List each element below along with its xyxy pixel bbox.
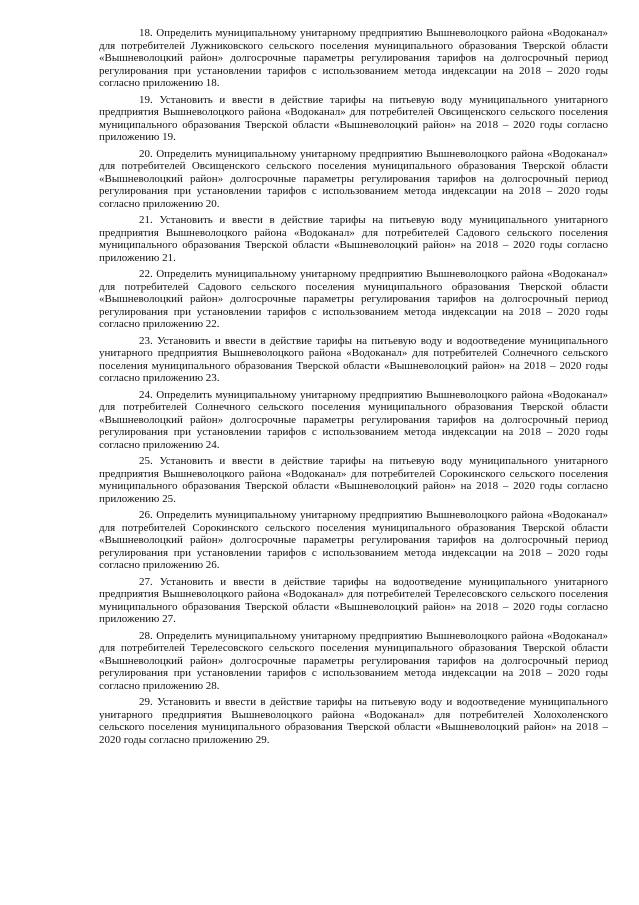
paragraph-24: 24. Определить муниципальному унитарному предприятию Вышневолоцкого района «Водоканал» для потребителей Солнечного сельского поселения муниципального образования Тверской области «Вышневолоцкий район» долгосрочные параметры регулирования тарифов на долгосрочный период регулирования при установлении тарифов с использованием метода индексации на 2018 – 2020 годы согласно приложению 24. [99, 388, 608, 451]
paragraph-21: 21. Установить и ввести в действие тарифы на питьевую воду муниципального унитарного предприятия Вышневолоцкого района «Водоканал» для потребителей Садового сельского поселения муниципального образования Тверской области «Вышневолоцкий район» на 2018 – 2020 годы согласно приложению 21. [99, 214, 608, 264]
paragraph-26: 26. Определить муниципальному унитарному предприятию Вышневолоцкого района «Водоканал» для потребителей Сорокинского сельского поселения муниципального образования Тверской области «Вышневолоцкий район» долгосрочные параметры регулирования тарифов на долгосрочный период регулирования при установлении тарифов с использованием метода индексации на 2018 – 2020 годы согласно приложению 26. [99, 509, 608, 571]
paragraph-18: 18. Определить муниципальному унитарному предприятию Вышневолоцкого района «Водоканал» для потребителей Лужниковского сельского поселения муниципального образования Тверской области «Вышневолоцкий район» долгосрочные параметры регулирования тарифов на долгосрочный период регулирования при установлении тарифов с использованием метода индексации на 2018 – 2020 годы согласно приложению 18. [99, 27, 608, 89]
paragraph-19: 19. Установить и ввести в действие тарифы на питьевую воду муниципального унитарного предприятия Вышневолоцкого района «Водоканал» для потребителей Овсищенского сельского поселения муниципального образования Тверской области «Вышневолоцкий район» на 2018 – 2020 годы согласно приложению 19. [99, 93, 608, 143]
paragraph-27: 27. Установить и ввести в действие тарифы на водоотведение муниципального унитарного предприятия Вышневолоцкого района «Водоканал» для потребителей Терелесовского сельского поселения муниципального образования Тверской области «Вышневолоцкий район» на 2018 – 2020 годы согласно приложению 27. [99, 575, 608, 625]
paragraph-22: 22. Определить муниципальному унитарному предприятию Вышневолоцкого района «Водоканал» для потребителей Садового сельского поселения муниципального образования Тверской области «Вышневолоцкий район» долгосрочные параметры регулирования тарифов на долгосрочный период регулирования при установлении тарифов с использованием метода индексации на 2018 – 2020 годы согласно приложению 22. [99, 268, 608, 330]
paragraph-25: 25. Установить и ввести в действие тарифы на питьевую воду муниципального унитарного предприятия Вышневолоцкого района «Водоканал» для потребителей Сорокинского сельского поселения муниципального образования Тверской области «Вышневолоцкий район» на 2018 – 2020 годы согласно приложению 25. [99, 455, 608, 505]
paragraph-23: 23. Установить и ввести в действие тарифы на питьевую воду и водоотведение муниципального унитарного предприятия Вышневолоцкого района «Водоканал» для потребителей Солнечного сельского поселения муниципального образования Тверской области «Вышневолоцкий район» на 2018 – 2020 годы согласно приложению 23. [99, 334, 608, 384]
paragraph-20: 20. Определить муниципальному унитарному предприятию Вышневолоцкого района «Водоканал» для потребителей Овсищенского сельского поселения муниципального образования Тверской области «Вышневолоцкий район» долгосрочные параметры регулирования тарифов на долгосрочный период регулирования при установлении тарифов с использованием метода индексации на 2018 – 2020 годы согласно приложению 20. [99, 147, 608, 210]
paragraph-28: 28. Определить муниципальному унитарному предприятию Вышневолоцкого района «Водоканал» для потребителей Терелесовского сельского поселения муниципального образования Тверской области «Вышневолоцкий район» долгосрочные параметры регулирования тарифов на долгосрочный период регулирования при установлении тарифов с использованием метода индексации на 2018 – 2020 годы согласно приложению 28. [99, 629, 608, 692]
paragraph-29: 29. Установить и ввести в действие тарифы на питьевую воду и водоотведение муниципального унитарного предприятия Вышневолоцкого района «Водоканал» для потребителей Холохоленского сельского поселения муниципального образования Тверской области «Вышневолоцкий район» на 2018 – 2020 годы согласно приложению 29. [99, 696, 608, 746]
document-body [99, 27, 608, 750]
